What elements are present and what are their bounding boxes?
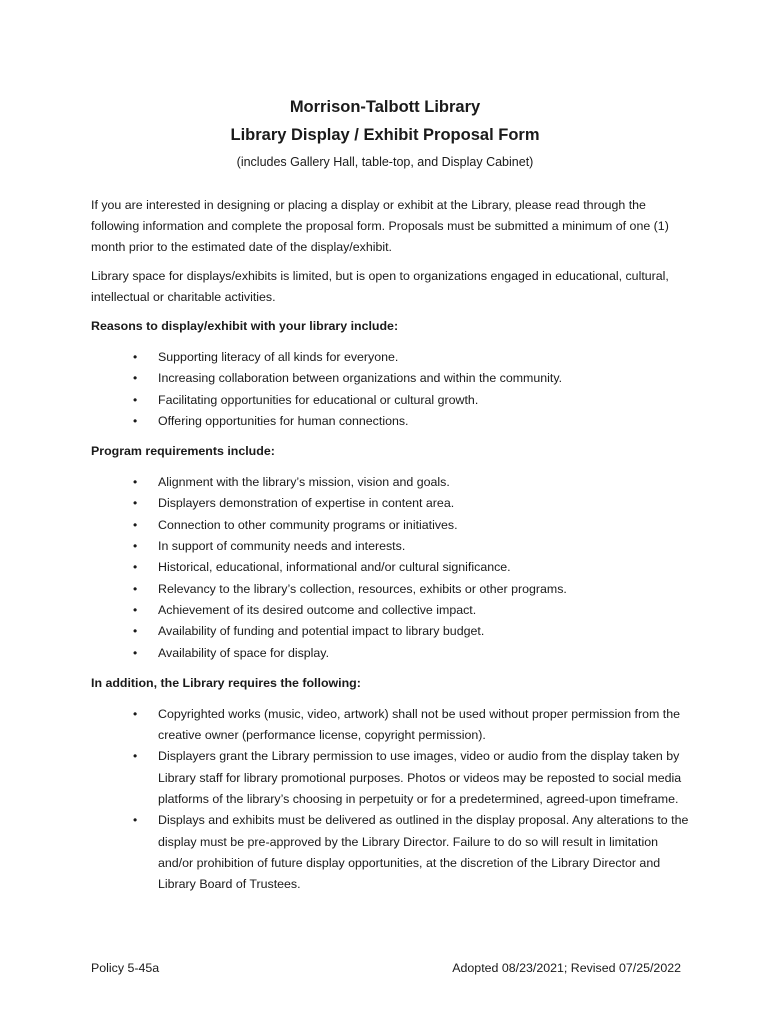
list-item xyxy=(91,390,691,411)
bullet-icon: • xyxy=(133,813,138,828)
list-item-text: Increasing collaboration between organizations and within the community. xyxy=(158,371,563,386)
list-item-text: Facilitating opportunities for educational or cultural growth. xyxy=(158,392,479,407)
list-item xyxy=(91,746,691,810)
additional-heading: In addition, the Library requires the following: xyxy=(91,675,361,690)
bullet-icon: • xyxy=(133,371,138,386)
bullet-icon: • xyxy=(133,413,138,428)
requirements-list xyxy=(91,472,691,664)
reasons-list xyxy=(91,347,691,432)
space-paragraph: Library space for displays/exhibits is limited, but is open to organizations engaged in educational, cultural, intellectual or charitable activities. xyxy=(91,269,669,304)
list-item xyxy=(91,621,691,642)
list-item-text: Achievement of its desired outcome and collective impact. xyxy=(158,602,477,617)
bullet-icon: • xyxy=(133,706,138,721)
list-item-text: Relevancy to the library’s collection, resources, exhibits or other programs. xyxy=(158,581,567,596)
list-item xyxy=(91,347,691,368)
bullet-icon: • xyxy=(133,392,138,407)
bullet-icon: • xyxy=(133,517,138,532)
list-item xyxy=(91,515,691,536)
list-item-text: Supporting literacy of all kinds for everyone. xyxy=(158,350,399,364)
list-item xyxy=(91,536,691,557)
list-item-text: Availability of funding and potential impact to library budget. xyxy=(158,624,485,639)
bullet-icon: • xyxy=(133,350,138,364)
list-item xyxy=(91,493,691,514)
requirements-heading: Program requirements include: xyxy=(91,444,275,459)
bullet-icon: • xyxy=(133,645,138,660)
list-item xyxy=(91,810,691,895)
adoption-dates: Adopted 08/23/2021; Revised 07/25/2022 xyxy=(452,961,681,975)
bullet-icon: • xyxy=(133,602,138,617)
bullet-icon: • xyxy=(133,475,138,490)
reasons-heading: Reasons to display/exhibit with your library include: xyxy=(91,319,399,333)
list-item xyxy=(91,411,691,432)
form-subtitle: (includes Gallery Hall, table-top, and Display Cabinet) xyxy=(236,155,534,169)
list-item xyxy=(91,472,691,493)
list-item-text: Offering opportunities for human connections. xyxy=(158,413,409,428)
list-item xyxy=(91,368,691,389)
list-item-text: Alignment with the library’s mission, vision and goals. xyxy=(158,475,450,490)
bullet-icon: • xyxy=(133,496,138,511)
list-item-text: Historical, educational, informational and/or cultural significance. xyxy=(158,560,511,575)
list-item-text: In support of community needs and interests. xyxy=(158,539,406,554)
list-item-text: Availability of space for display. xyxy=(158,645,330,660)
policy-number: Policy 5-45a xyxy=(91,961,160,975)
document-body xyxy=(91,195,691,905)
list-item xyxy=(91,704,691,747)
list-item xyxy=(91,557,691,578)
additional-requirements-list xyxy=(91,704,691,896)
intro-paragraph: If you are interested in designing or placing a display or exhibit at the Library, please read through the following information and complete the proposal form. Proposals must be submitted a minimum of one (1) month prior to the estimated date of the display/exhibit. xyxy=(91,198,669,254)
bullet-icon: • xyxy=(133,581,138,596)
form-title: Library Display / Exhibit Proposal Form xyxy=(230,126,540,144)
list-item-text: Copyrighted works (music, video, artwork) shall not be used without proper permission from the creative owner (performance license, copyright permission). xyxy=(158,706,681,743)
bullet-icon: • xyxy=(133,560,138,575)
list-item xyxy=(91,643,691,664)
bullet-icon: • xyxy=(133,624,138,639)
list-item-text: Displays and exhibits must be delivered as outlined in the display proposal. Any alterations to the display must be pre-approved by the Library Director. Failure to do so will result in limitation and/or prohibition of future display opportunities, at the discretion of the Library Director and Library Board of Trustees. xyxy=(158,813,689,892)
list-item-text: Displayers grant the Library permission to use images, video or audio from the display taken by Library staff for library promotional purposes. Photos or videos may be reposted to social media platforms of the library’s choosing in perpetuity or for a predetermined, agreed-upon timeframe. xyxy=(158,749,682,807)
list-item-text: Displayers demonstration of expertise in content area. xyxy=(158,496,455,511)
library-name: Morrison-Talbott Library xyxy=(289,98,481,116)
list-item xyxy=(91,579,691,600)
document-header xyxy=(0,93,770,172)
bullet-icon: • xyxy=(133,539,138,554)
list-item xyxy=(91,600,691,621)
list-item-text: Connection to other community programs or initiatives. xyxy=(158,517,458,532)
bullet-icon: • xyxy=(133,749,138,764)
